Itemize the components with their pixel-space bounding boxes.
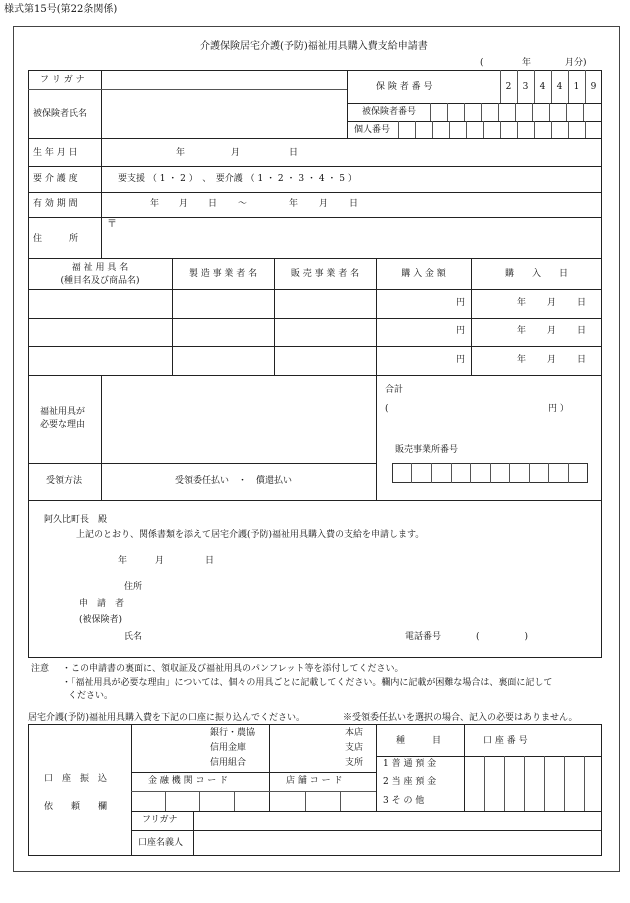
branch-type-office[interactable]: 支所 bbox=[345, 758, 364, 768]
valid-to-month: 月 bbox=[319, 199, 329, 209]
item-year: 年 bbox=[517, 298, 527, 308]
items-header-maker: 製 造 事 業 者 名 bbox=[188, 269, 258, 279]
date-header-open: ( bbox=[480, 58, 484, 68]
item-day: 日 bbox=[577, 355, 587, 365]
personal-number-field[interactable] bbox=[399, 122, 601, 137]
care-level-options[interactable]: 要支援 （ 1 ・ 2 ） 、 要介護 （ 1 ・ 2 ・ 3 ・ 4 ・ 5 ） bbox=[118, 174, 357, 184]
care-level-label: 要 介 護 度 bbox=[33, 174, 78, 184]
form-title: 介護保険居宅介護(予防)福祉用具購入費支給申請書 bbox=[200, 41, 428, 52]
insured-number-label: 被保険者番号 bbox=[362, 107, 417, 117]
holder-furigana-label: フリガナ bbox=[142, 815, 178, 825]
items-header-date: 購 入 日 bbox=[504, 269, 568, 279]
declaration-day: 日 bbox=[205, 556, 215, 566]
item-name-field[interactable] bbox=[29, 290, 171, 317]
holder-furigana-field[interactable] bbox=[195, 812, 600, 829]
kind-header: 種 目 bbox=[396, 736, 442, 746]
insured-name-label: 被保険者氏名 bbox=[33, 109, 88, 119]
valid-to-year: 年 bbox=[289, 199, 299, 209]
bank-side-label-2: 依 頼 欄 bbox=[44, 802, 108, 812]
holder-name-label: 口座名義人 bbox=[138, 838, 184, 848]
insured-paren-label: (被保険者) bbox=[79, 615, 123, 625]
bank-intro-note: ※受領委任払いを選択の場合、記入の必要はありません。 bbox=[343, 713, 578, 723]
note-2: ・「福祉用具が必要な理由」については、個々の用具ごとに記載してください。欄内に記載が困難な場合は、裏面に記して bbox=[62, 678, 553, 688]
kind-other[interactable]: 3 そ の 他 bbox=[383, 796, 425, 806]
branch-code-label: 店 舗 コ ー ド bbox=[286, 776, 343, 786]
declaration-year: 年 bbox=[118, 556, 128, 566]
insurer-digit: 9 bbox=[590, 82, 597, 92]
inst-type-bank[interactable]: 銀行・農協 bbox=[210, 728, 256, 738]
branch-type-branch[interactable]: 支店 bbox=[345, 743, 364, 753]
insurer-digit: 4 bbox=[556, 82, 563, 92]
total-label: 合計 bbox=[385, 385, 404, 395]
phone-field[interactable]: ( ) bbox=[476, 632, 529, 642]
address-label: 住 所 bbox=[33, 234, 79, 244]
item-day: 日 bbox=[577, 298, 587, 308]
item-yen: 円 bbox=[456, 355, 466, 365]
postal-mark-icon: 〒 bbox=[107, 219, 117, 230]
insurer-digit: 4 bbox=[539, 82, 546, 92]
notes-head: 注意 bbox=[31, 664, 50, 674]
applicant-address-field[interactable] bbox=[150, 578, 590, 594]
receipt-method-options[interactable]: 受領委任払い ・ 償還払い bbox=[175, 476, 293, 486]
item-year: 年 bbox=[517, 326, 527, 336]
receipt-method-label: 受領方法 bbox=[46, 476, 83, 486]
reason-label-2: 必要な理由 bbox=[40, 420, 86, 430]
item-maker-field[interactable] bbox=[173, 347, 273, 374]
insurer-digit: 3 bbox=[522, 82, 529, 92]
phone-label: 電話番号 bbox=[405, 632, 442, 642]
inst-type-shinkin[interactable]: 信用金庫 bbox=[210, 743, 247, 753]
total-open-paren: ( bbox=[385, 404, 389, 414]
inst-type-kumiai[interactable]: 信用組合 bbox=[210, 758, 247, 768]
item-maker-field[interactable] bbox=[173, 319, 273, 345]
furigana-field[interactable] bbox=[103, 72, 345, 88]
total-amount-field[interactable] bbox=[392, 400, 542, 418]
item-yen: 円 bbox=[456, 326, 466, 336]
account-header: 口 座 番 号 bbox=[483, 736, 528, 746]
inst-code-field[interactable] bbox=[132, 792, 268, 810]
note-2-cont: ください。 bbox=[68, 691, 114, 701]
date-header-year: 年 bbox=[522, 58, 532, 68]
items-header-amount: 購 入 金 額 bbox=[401, 269, 446, 279]
item-name-field[interactable] bbox=[29, 319, 171, 345]
item-year: 年 bbox=[517, 355, 527, 365]
item-seller-field[interactable] bbox=[275, 290, 375, 317]
item-day: 日 bbox=[577, 326, 587, 336]
valid-from-month: 月 bbox=[179, 199, 189, 209]
holder-name-field[interactable] bbox=[195, 831, 600, 855]
item-yen: 円 bbox=[456, 298, 466, 308]
form-number: 様式第15号(第22条関係) bbox=[4, 4, 118, 15]
items-header-name-sub: (種目名及び商品名) bbox=[60, 276, 140, 286]
insurer-number-label: 保 険 者 番 号 bbox=[376, 82, 433, 92]
reason-label-1: 福祉用具が bbox=[40, 407, 86, 417]
branch-type-main[interactable]: 本店 bbox=[345, 728, 364, 738]
insured-name-field[interactable] bbox=[103, 91, 345, 136]
item-month: 月 bbox=[547, 298, 557, 308]
items-header-seller: 販 売 事 業 者 名 bbox=[290, 269, 360, 279]
branch-name-field[interactable] bbox=[271, 726, 343, 770]
note-1: ・この申請書の裏面に、領収証及び福祉用具のパンフレット等を添付してください。 bbox=[62, 664, 404, 674]
birth-date-label: 生 年 月 日 bbox=[33, 148, 78, 158]
items-header-name: 福 祉 用 具 名 bbox=[71, 263, 129, 273]
item-seller-field[interactable] bbox=[275, 319, 375, 345]
bank-side-label-1: 口 座 振 込 bbox=[44, 774, 108, 784]
address-field[interactable] bbox=[103, 219, 600, 256]
declaration-text: 上記のとおり、関係書類を添えて居宅介護(予防)福祉用具購入費の支給を申請します。 bbox=[76, 530, 425, 540]
furigana-label: フ リ ガ ナ bbox=[40, 75, 85, 85]
valid-from-day: 日 bbox=[208, 199, 218, 209]
bank-intro: 居宅介護(予防)福祉用具購入費を下記の口座に振り込んでください。 bbox=[28, 713, 306, 723]
item-maker-field[interactable] bbox=[173, 290, 273, 317]
valid-tilde: 〜 bbox=[238, 199, 248, 209]
total-yen: 円 ） bbox=[548, 404, 569, 414]
item-name-field[interactable] bbox=[29, 347, 171, 374]
applicant-address-label: 住所 bbox=[124, 582, 143, 592]
applicant-name-label: 氏名 bbox=[124, 632, 143, 642]
kind-ordinary[interactable]: 1 普 通 預 金 bbox=[383, 759, 437, 769]
date-header-monthday: 月分) bbox=[565, 58, 587, 68]
reason-field[interactable] bbox=[103, 377, 374, 461]
insurer-digit: 2 bbox=[505, 82, 512, 92]
seller-number-label: 販売事業所番号 bbox=[395, 445, 459, 455]
valid-from-year: 年 bbox=[150, 199, 160, 209]
personal-number-label: 個人番号 bbox=[354, 125, 391, 135]
birth-year: 年 bbox=[176, 148, 186, 158]
inst-code-label: 金 融 機 関 コ ー ド bbox=[148, 776, 229, 786]
addressee: 阿久比町長 殿 bbox=[44, 515, 108, 525]
bank-name-field[interactable] bbox=[133, 726, 207, 770]
birth-month: 月 bbox=[231, 148, 241, 158]
insurer-digit: 1 bbox=[573, 82, 580, 92]
valid-period-label: 有 効 期 間 bbox=[33, 199, 78, 209]
branch-code-field[interactable] bbox=[270, 792, 375, 810]
valid-to-day: 日 bbox=[349, 199, 359, 209]
item-month: 月 bbox=[547, 355, 557, 365]
item-seller-field[interactable] bbox=[275, 347, 375, 374]
declaration-month: 月 bbox=[155, 556, 165, 566]
applicant-label: 申 請 者 bbox=[79, 599, 125, 609]
insured-number-field[interactable] bbox=[431, 104, 601, 120]
account-number-field[interactable] bbox=[465, 757, 601, 810]
kind-current[interactable]: 2 当 座 預 金 bbox=[383, 777, 437, 787]
birth-day: 日 bbox=[289, 148, 299, 158]
applicant-name-field[interactable] bbox=[150, 628, 390, 644]
item-month: 月 bbox=[547, 326, 557, 336]
